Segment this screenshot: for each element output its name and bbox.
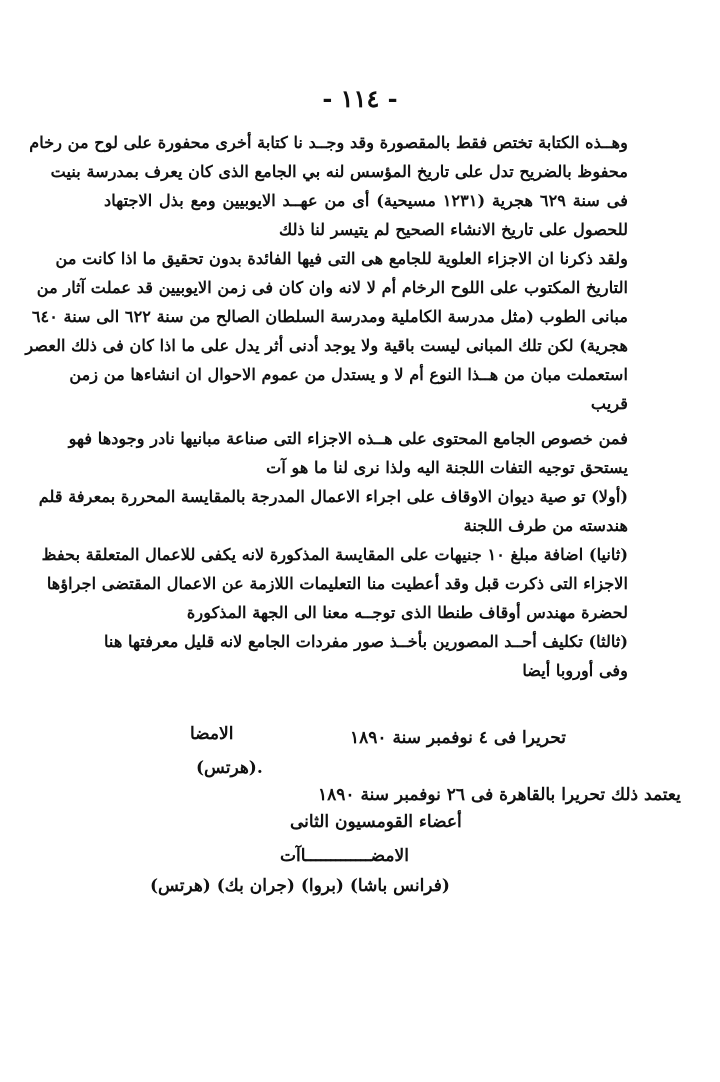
text-line: (ثانيا) اضافة مبلغ ١٠ جنيهات على المقايسة المذكورة لانه يكفى للاعمال المتعلقة بحفظ [41,545,628,564]
paragraph-upper-parts [25,244,628,418]
text-line: فمن خصوص الجامع المحتوى على هــذه الاجزاء التى صناعة مبانيها نادر وجودها فهو [68,429,628,448]
text-line: هندسته من طرف اللجنة [463,516,628,535]
signatures-label: الامضـــــــــــــاآت [280,846,409,866]
text-line: مبانى الطوب (مثل مدرسة الكاملية ومدرسة السلطان الصالح من سنة ٦٢٢ الى سنة ٦٤٠ [31,307,628,326]
committee-title: أعضاء القومسيون الثانى [290,812,462,832]
paragraph-mihrab-inscription [29,128,628,244]
report-date: تحريرا فى ٤ نوفمبر سنة ١٨٩٠ [350,728,566,748]
signatories: (فرانس باشا) (بروا) (جران بك) (هرتس) [150,876,450,896]
text-line: قريب [590,394,628,413]
text-line: استعملت مبان من هــذا النوع أم لا و يستدل من عموم الاحوال ان انشاءها من زمن [69,365,628,384]
signature-label: الامضا [190,724,234,744]
text-line: وفى أوروبا أيضا [522,661,628,680]
approval-line: يعتمد ذلك تحريرا بالقاهرة فى ٢٦ نوفمبر سنة ١٨٩٠ [318,785,681,805]
text-line: لحضرة مهندس أوقاف طنطا الذى توجــه معنا الى الجهة المذكورة [186,603,628,622]
paragraph-second-item [41,540,628,627]
text-line: محفوظ بالضريح تدل على تاريخ المؤسس لنه بي الجامع الذى كان يعرف بمدرسة بنيت [50,162,628,181]
paragraph-third-item [104,627,628,685]
text-line: هجرية) لكن تلك المبانى ليست باقية ولا يوجد أدنى أثر يدل على ما اذا كان فى ذلك العصر [25,336,628,355]
text-line: الاجزاء التى ذكرت قبل وقد أعطيت منا التعليمات اللازمة عن الاعمال المقتضى اجراؤها [46,574,628,593]
text-line: للحصول على تاريخ الانشاء الصحيح لم يتيسر لنا ذلك [278,220,628,239]
paragraph-first-item [38,482,628,540]
paragraph-recommendation-intro [68,424,628,482]
text-line: (ثالثا) تكليف أحــد المصورين بأخــذ صور مفردات الجامع لانه قليل معرفتها هنا [104,632,628,651]
text-line: يستحق توجيه التفات اللجنة اليه ولذا نرى لنا ما هو آت [266,458,628,477]
text-line: ولقد ذكرنا ان الاجزاء العلوية للجامع هى التى فيها الفائدة بدون تحقيق ما اذا كانت من [55,249,628,268]
body-text [25,128,628,685]
text-line: فى سنة ٦٢٩ هجرية (١٢٣١ مسيحية) أى من عهــد الايوبيين ومع بذل الاجتهاد [104,191,628,210]
text-line: وهــذه الكتابة تختص فقط بالمقصورة وقد وجــد نا كتابة أخرى محفورة على لوح من رخام [29,133,628,152]
text-line: (أولا) تو صية ديوان الاوقاف على اجراء الاعمال المدرجة بالمقايسة المحررة بمعرفة قلم [38,487,628,506]
text-line: التاريخ المكتوب على اللوح الرخام أم لا لانه وان كان فى زمن الايوبيين قد عملت آثار من [36,278,628,297]
page-number: - ١١٤ - [322,84,398,113]
signer-name: .(هرتس) [196,758,263,778]
